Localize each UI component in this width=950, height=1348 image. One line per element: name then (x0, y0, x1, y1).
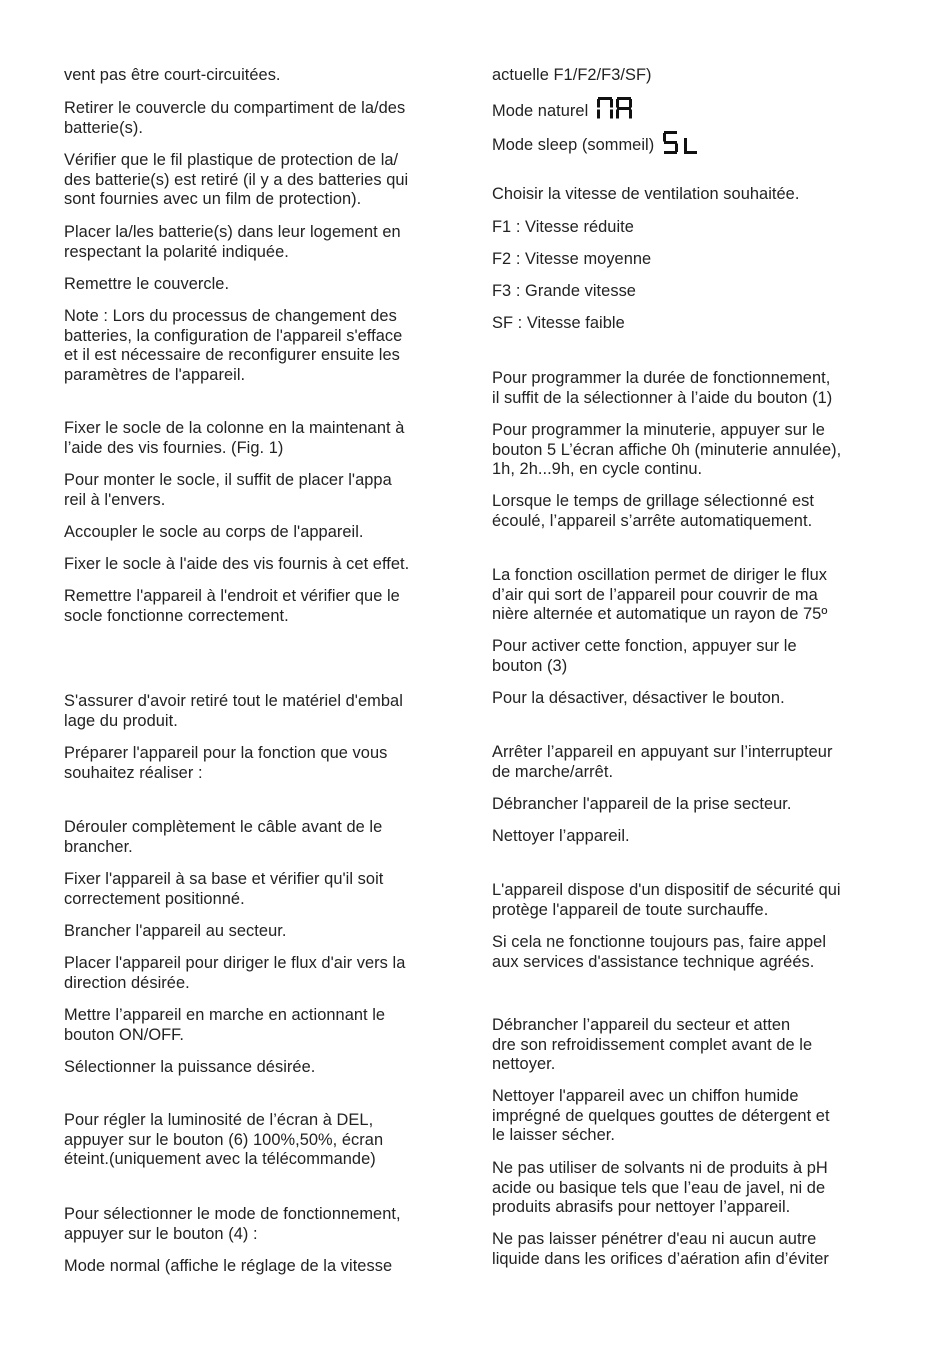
left-paragraph (64, 419, 404, 458)
text-line: Pour monter le socle, il suffit de placer l'appa (64, 471, 392, 489)
text-line: dre son refroidissement complet avant de le (492, 1035, 813, 1054)
text-line: Vérifier que le fil plastique de protection de la/ (64, 151, 399, 169)
left-paragraph (64, 471, 392, 510)
text-line: imprégné de quelques gouttes de détergent et (492, 1106, 830, 1125)
text-line: Pour activer cette fonction, appuyer sur le (492, 637, 797, 655)
text-line: Arrêter l’appareil en appuyant sur l’interrupteur (492, 743, 833, 761)
text-line: bouton 5 L’écran affiche 0h (minuterie annulée), (492, 440, 842, 459)
text-line: sont fournies avec un film de protection). (64, 190, 362, 209)
text-line: Pour régler la luminosité de l’écran à DEL, (64, 1111, 374, 1129)
right-paragraph (492, 185, 799, 205)
right-paragraph (492, 933, 826, 972)
text-line: paramètres de l'appareil. (64, 365, 246, 384)
left-paragraph (64, 1006, 385, 1045)
right-paragraph (492, 421, 841, 480)
text-line: Placer l'appareil pour diriger le flux d'air vers la (64, 954, 406, 972)
text-line: Fixer le socle de la colonne en la maintenant à (64, 419, 405, 437)
text-line: Débrancher l’appareil du secteur et atten (492, 1016, 791, 1034)
text-line: L'appareil dispose d'un dispositif de sécurité qui (492, 881, 841, 899)
text-line: Pour programmer la durée de fonctionnement, (492, 369, 831, 387)
text-line: vent pas être court-circuitées. (64, 66, 281, 84)
left-paragraph (64, 954, 405, 993)
text-line: reil à l'envers. (64, 490, 166, 509)
text-line: bouton ON/OFF. (64, 1025, 185, 1044)
right-paragraph (492, 218, 634, 238)
left-paragraph (64, 223, 401, 262)
right-paragraph (492, 795, 792, 815)
text-line: Mode normal (affiche le réglage de la vitesse (64, 1257, 393, 1275)
text-line: protège l'appareil de toute surchauffe. (492, 900, 769, 919)
text-line: correctement positionné. (64, 889, 245, 908)
right-paragraph (492, 369, 832, 408)
text-line: socle fonctionne correctement. (64, 606, 289, 625)
left-paragraph (64, 1205, 401, 1244)
left-paragraph (64, 307, 402, 385)
left-paragraph (64, 587, 400, 626)
text-line: Nettoyer l’appareil. (492, 827, 630, 845)
left-paragraph (64, 99, 405, 138)
right-paragraph (492, 96, 633, 122)
right-paragraph (492, 282, 636, 302)
right-paragraph (492, 743, 832, 782)
text-line: il suffit de la sélectionner à l’aide du bouton (1) (492, 388, 833, 407)
right-paragraph (492, 1087, 830, 1146)
left-paragraph (64, 66, 281, 86)
left-paragraph (64, 1058, 315, 1078)
left-paragraph (64, 922, 286, 942)
left-paragraph (64, 1111, 383, 1170)
text-line: acide ou basique tels que l’eau de javel, ni de (492, 1178, 826, 1197)
mode-label-with-icon (492, 136, 699, 154)
text-line: 1h, 2h...9h, en cycle continu. (492, 460, 703, 479)
text-line: Dérouler complètement le câble avant de le (64, 818, 383, 836)
text-line: d’air qui sort de l’appareil pour couvrir de ma (492, 585, 818, 604)
text-line: Pour sélectionner le mode de fonctionnement, (64, 1205, 401, 1223)
text-line: Mode sleep (sommeil) (492, 136, 655, 154)
left-paragraph (64, 744, 387, 783)
text-line: de marche/arrêt. (492, 762, 614, 781)
right-paragraph (492, 1230, 829, 1269)
text-line: le laisser sécher. (492, 1126, 615, 1145)
right-paragraph (492, 637, 797, 676)
text-line: écoulé, l’appareil s’arrête automatiquement. (492, 511, 813, 530)
text-line: Fixer le socle à l'aide des vis fournis à cet effet. (64, 555, 410, 573)
text-line: et il est nécessaire de reconfigurer ensuite les (64, 346, 400, 365)
text-line: Préparer l'appareil pour la fonction que vous (64, 744, 388, 762)
left-paragraph (64, 818, 382, 857)
text-line: Pour programmer la minuterie, appuyer sur le (492, 421, 825, 439)
text-line: Si cela ne fonctionne toujours pas, faire appel (492, 933, 827, 951)
text-line: Débrancher l'appareil de la prise secteur. (492, 795, 792, 813)
text-line: direction désirée. (64, 973, 190, 992)
text-line: Note : Lors du processus de changement des (64, 307, 397, 325)
text-line: Fixer l'appareil à sa base et vérifier qu'il soit (64, 870, 384, 888)
text-line: actuelle F1/F2/F3/SF) (492, 66, 652, 84)
text-line: aux services d'assistance technique agréés. (492, 952, 815, 971)
text-line: Accoupler le socle au corps de l'appareil. (64, 523, 364, 541)
mode-label-with-icon (492, 102, 633, 120)
text-line: respectant la polarité indiquée. (64, 242, 289, 261)
text-line: Ne pas laisser pénétrer d'eau ni aucun autre (492, 1230, 817, 1248)
text-line: l’aide des vis fournies. (Fig. 1) (64, 438, 284, 457)
text-line: Remettre l'appareil à l'endroit et vérifier que le (64, 587, 400, 605)
text-line: Placer la/les batterie(s) dans leur logement en (64, 223, 401, 241)
text-line: F3 : Grande vitesse (492, 282, 636, 300)
text-line: Ne pas utiliser de solvants ni de produits à pH (492, 1159, 828, 1177)
text-line: bouton (3) (492, 656, 568, 675)
text-line: La fonction oscillation permet de diriger le flux (492, 566, 827, 584)
text-line: Sélectionner la puissance désirée. (64, 1058, 316, 1076)
left-paragraph (64, 275, 229, 295)
text-line: Mode naturel (492, 102, 589, 120)
right-paragraph (492, 314, 625, 334)
right-paragraph (492, 1016, 812, 1075)
left-paragraph (64, 870, 383, 909)
right-paragraph (492, 827, 630, 847)
text-line: Mettre l’appareil en marche en actionnant le (64, 1006, 386, 1024)
text-line: Retirer le couvercle du compartiment de la/des (64, 99, 406, 117)
text-line: appuyer sur le bouton (4) : (64, 1224, 258, 1243)
right-paragraph (492, 130, 699, 156)
text-line: produits abrasifs pour nettoyer l’appareil. (492, 1198, 791, 1217)
segment-display-sl-icon (662, 130, 699, 154)
text-line: souhaitez réaliser : (64, 763, 203, 782)
right-paragraph (492, 250, 651, 270)
left-paragraph (64, 523, 364, 543)
segment-display-na-icon (596, 96, 633, 120)
left-paragraph (64, 692, 403, 731)
right-paragraph (492, 689, 785, 709)
left-paragraph (64, 151, 408, 210)
text-line: batteries, la configuration de l'appareil s'efface (64, 326, 403, 345)
text-line: Lorsque le temps de grillage sélectionné est (492, 492, 815, 510)
text-line: Pour la désactiver, désactiver le bouton. (492, 689, 785, 707)
left-paragraph (64, 1257, 392, 1277)
text-line: Choisir la vitesse de ventilation souhaitée. (492, 185, 800, 203)
text-line: Brancher l'appareil au secteur. (64, 922, 287, 940)
right-paragraph (492, 492, 814, 531)
text-line: SF : Vitesse faible (492, 314, 625, 332)
text-line: Nettoyer l'appareil avec un chiffon humide (492, 1087, 799, 1105)
right-paragraph (492, 566, 827, 625)
text-line: liquide dans les orifices d’aération afin d’éviter (492, 1249, 829, 1268)
text-line: brancher. (64, 837, 133, 856)
text-line: Remettre le couvercle. (64, 275, 230, 293)
text-line: lage du produit. (64, 711, 178, 730)
right-paragraph (492, 66, 652, 86)
text-line: F2 : Vitesse moyenne (492, 250, 652, 268)
text-line: nière alternée et automatique un rayon de 75º (492, 605, 828, 624)
text-line: appuyer sur le bouton (6) 100%,50%, écran (64, 1130, 384, 1149)
text-line: éteint.(uniquement avec la télécommande) (64, 1150, 376, 1169)
text-line: F1 : Vitesse réduite (492, 218, 634, 236)
right-paragraph (492, 1159, 828, 1218)
left-paragraph (64, 555, 409, 575)
text-line: batterie(s). (64, 118, 143, 137)
text-line: nettoyer. (492, 1055, 556, 1074)
right-paragraph (492, 881, 841, 920)
text-line: S'assurer d'avoir retiré tout le matériel d'embal (64, 692, 403, 710)
text-line: des batterie(s) est retiré (il y a des batteries qui (64, 170, 409, 189)
